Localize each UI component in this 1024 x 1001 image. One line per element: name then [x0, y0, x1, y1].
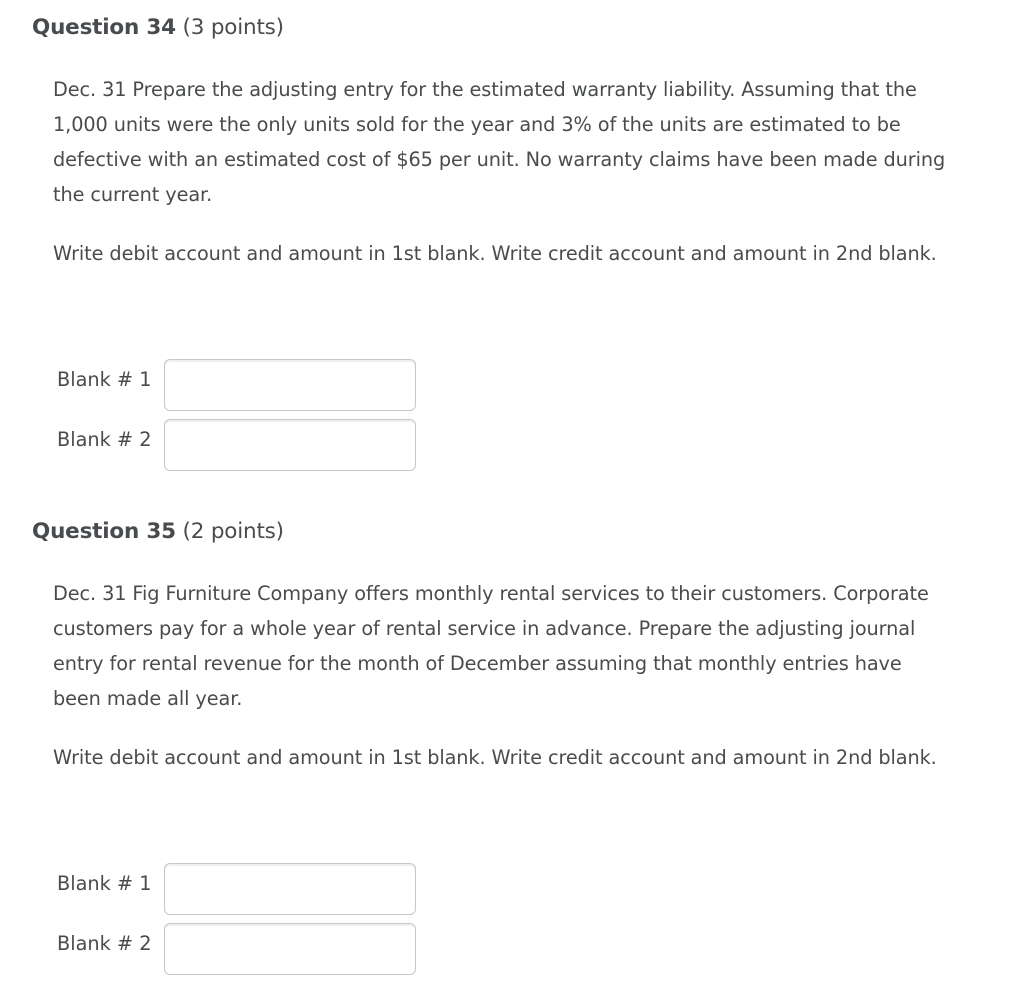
blank-input-2[interactable] [164, 419, 416, 471]
question-number: Question 35 [32, 519, 176, 544]
question-instructions: Write debit account and amount in 1st blank. Write credit account and amount in 2nd blank. [53, 242, 937, 265]
question-title [32, 517, 284, 547]
question-title [32, 13, 284, 43]
blank-label: Blank # 2 [57, 932, 152, 955]
question-points: (2 points) [182, 519, 284, 544]
question-prompt: Dec. 31 Prepare the adjusting entry for the estimated warranty liability. Assuming that the 1,000 units were the only units sold for the year and 3% of the units are estimated to be defective with an estimated cost of $65 per unit. No warranty claims have been made during the current year. [53, 78, 946, 206]
blank-input-1[interactable] [164, 359, 416, 411]
blank-row-1 [0, 863, 1024, 917]
question-instructions: Write debit account and amount in 1st blank. Write credit account and amount in 2nd blank. [53, 746, 937, 769]
question-points: (3 points) [182, 15, 284, 40]
blank-row-1 [0, 359, 1024, 413]
blank-label: Blank # 1 [57, 368, 152, 391]
blank-row-2 [0, 923, 1024, 977]
question-number: Question 34 [32, 15, 176, 40]
blank-label: Blank # 2 [57, 428, 152, 451]
blank-input-2[interactable] [164, 923, 416, 975]
blank-row-2 [0, 419, 1024, 473]
blank-label: Blank # 1 [57, 872, 152, 895]
question-prompt: Dec. 31 Fig Furniture Company offers monthly rental services to their customers. Corporate customers pay for a whole year of rental service in advance. Prepare the adjusting journal entry for rental revenue for the month of December assuming that monthly entries have been made all year. [53, 582, 929, 710]
blank-input-1[interactable] [164, 863, 416, 915]
